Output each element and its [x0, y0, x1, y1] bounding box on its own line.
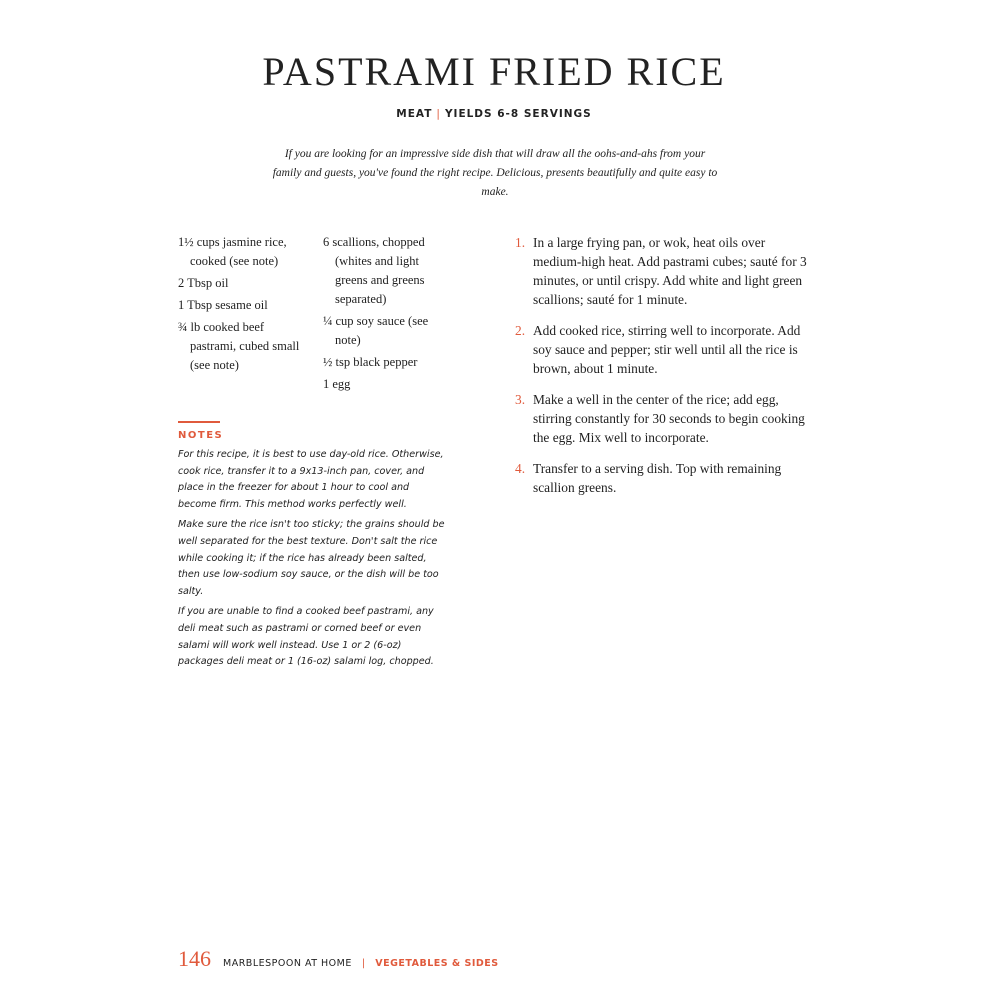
step-text: Transfer to a serving dish. Top with remaining scallion greens. — [533, 461, 782, 495]
recipe-intro: If you are looking for an impressive side dish that will draw all the oohs-and-ahs from your family and guests, you've found the right recipe. Delicious, presents beautifully and quite easy to make. — [272, 148, 718, 198]
notes-section — [178, 447, 450, 675]
step-number: 4. — [515, 461, 526, 476]
ingredient-item: 1 Tbsp sesame oil — [178, 298, 268, 312]
note-paragraph: Make sure the rice isn't too sticky; the grains should be well separated for the best texture. Don't salt the rice while cooking it; if the rice has already been salted, then use low-sodium soy sauce, or the dish will be too salty. — [178, 519, 445, 597]
step-number: 1. — [515, 235, 526, 250]
page-footer — [178, 946, 499, 976]
recipe-subhead — [0, 108, 988, 120]
ingredient-list-left — [178, 233, 313, 378]
step-item — [515, 459, 815, 497]
step-text: Add cooked rice, stirring well to incorporate. Add soy sauce and pepper; stir well until all the rice is brown, about 1 minute. — [533, 323, 801, 376]
notes-heading: NOTES — [178, 430, 224, 441]
step-item — [515, 390, 815, 447]
ingredient-list-right — [323, 233, 448, 397]
step-item — [515, 321, 815, 378]
yield-label: YIELDS 6-8 SERVINGS — [444, 108, 592, 120]
section-title: VEGETABLES & SIDES — [375, 958, 499, 969]
subhead-separator: | — [436, 108, 441, 120]
step-item — [515, 233, 815, 309]
ingredient-item: ½ tsp black pepper — [323, 355, 418, 369]
step-number: 2. — [515, 323, 526, 338]
recipe-title: PASTRAMI FRIED RICE — [262, 49, 726, 94]
ingredient-item: 6 scallions, chopped (whites and light greens and greens separated) — [323, 235, 425, 306]
page-number: 146 — [178, 946, 211, 971]
category-label: MEAT — [396, 108, 433, 120]
note-paragraph: For this recipe, it is best to use day-old rice. Otherwise, cook rice, transfer it to a 9x13-inch pan, cover, and place in the freezer for about 1 hour to cool and become firm. This method works perfectly well. — [178, 449, 444, 510]
note-paragraph: If you are unable to find a cooked beef pastrami, any deli meat such as pastrami or corned beef or even salami will work well instead. Use 1 or 2 (6-oz) packages deli meat or 1 (16-oz) salami log, chopped. — [178, 606, 434, 668]
ingredient-item: ¾ lb cooked beef pastrami, cubed small (see note) — [178, 320, 300, 372]
instruction-steps — [515, 233, 815, 509]
ingredient-item: 1 egg — [323, 377, 351, 391]
step-text: In a large frying pan, or wok, heat oils over medium-high heat. Add pastrami cubes; sauté for 3 minutes, or until crispy. Add white and light green scallions; sauté for 1 minute. — [533, 235, 807, 307]
book-title: MARBLESPOON AT HOME — [223, 958, 352, 969]
ingredient-item: ¼ cup soy sauce (see note) — [323, 314, 429, 347]
step-text: Make a well in the center of the rice; add egg, stirring constantly for 30 seconds to begin cooking the egg. Mix well to incorporate. — [533, 392, 805, 445]
footer-separator: | — [361, 958, 366, 969]
ingredient-item: 2 Tbsp oil — [178, 276, 229, 290]
step-number: 3. — [515, 392, 526, 407]
ingredient-item: 1½ cups jasmine rice, cooked (see note) — [178, 235, 287, 268]
notes-divider — [178, 421, 220, 423]
